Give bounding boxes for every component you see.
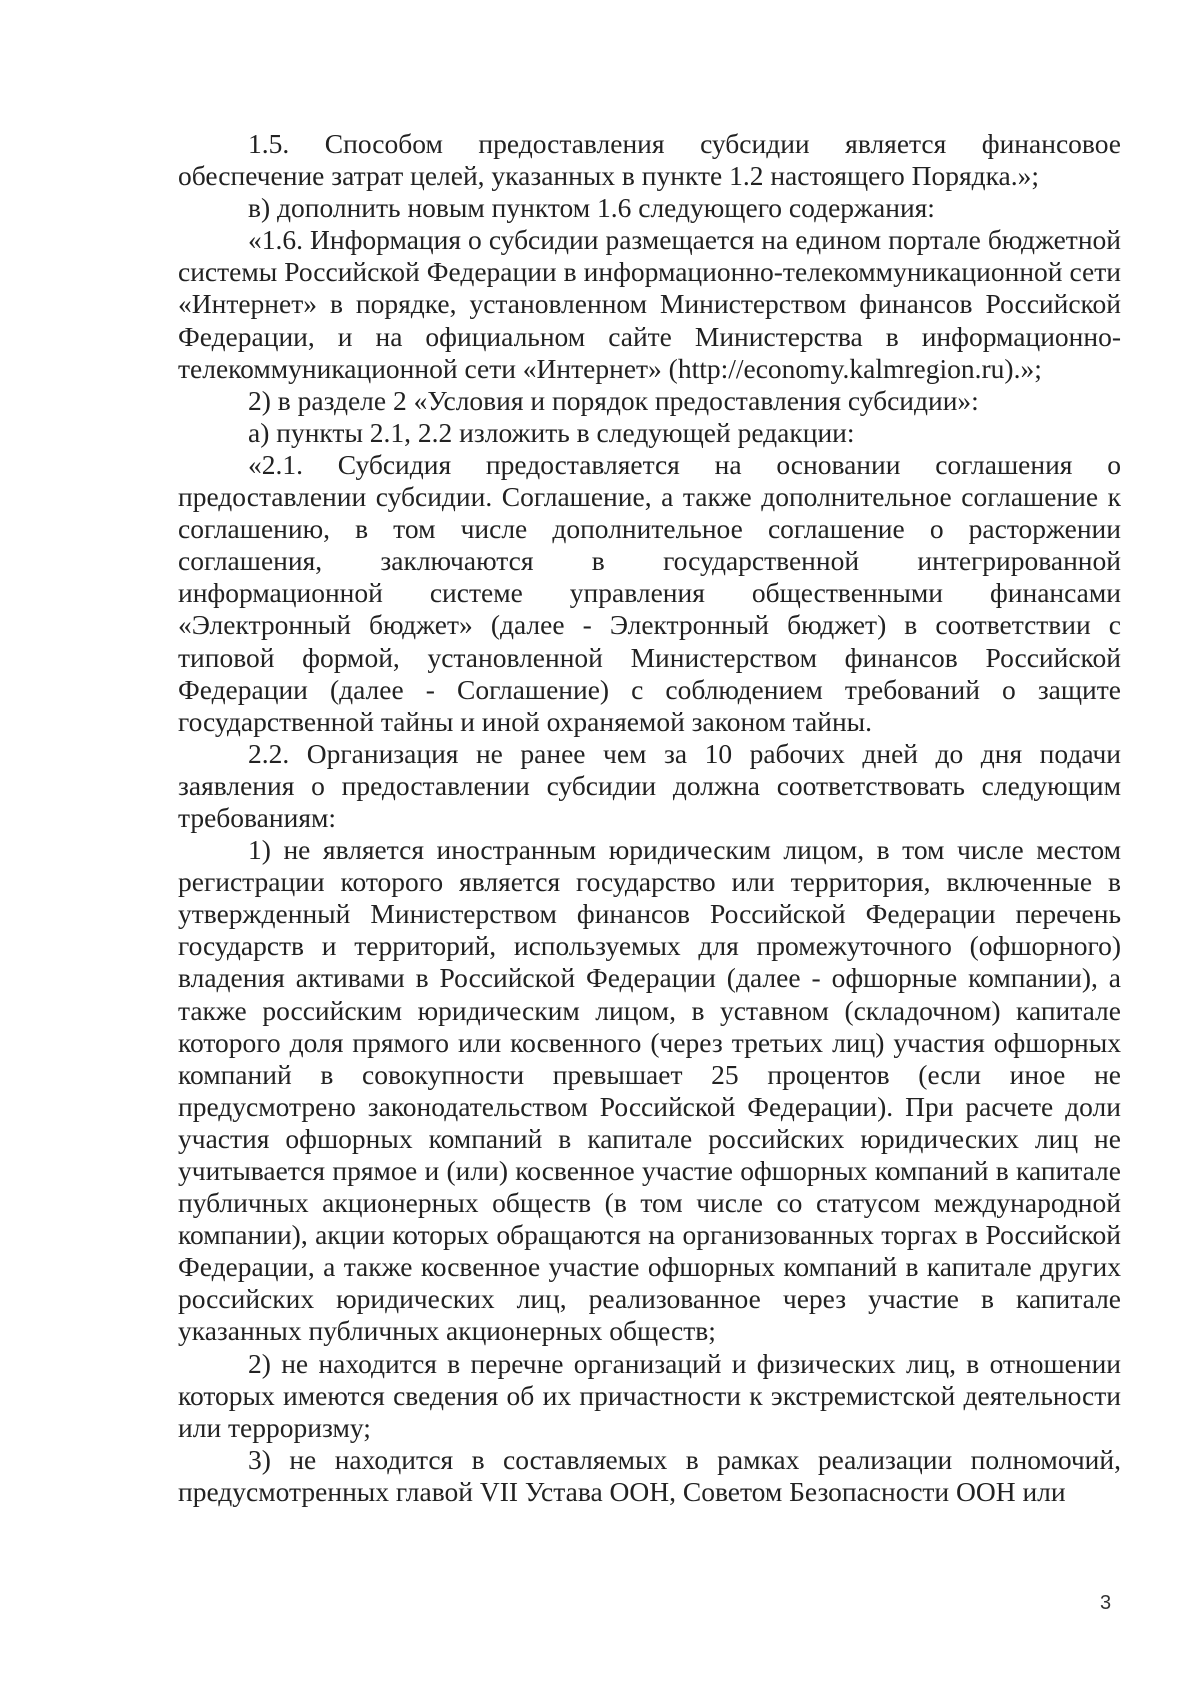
paragraph-1-5: 1.5. Способом предоставления субсидии является финансовое обеспечение затрат целей, указанных в пункте 1.2 настоящего Порядка.»; — [178, 128, 1121, 192]
paragraph-requirement-2: 2) не находится в перечне организаций и физических лиц, в отношении которых имеются сведения об их причастности к экстремистской деятельности или терроризму; — [178, 1347, 1121, 1443]
paragraph-amendment-a: а) пункты 2.1, 2.2 изложить в следующей редакции: — [248, 416, 855, 448]
paragraph-2-1: «2.1. Субсидия предоставляется на основании соглашения о предоставлении субсидии. Соглашение, а также дополнительное соглашение к соглашению, в том числе дополнительное соглашение о расторжении соглашения, заключаются в государственной интегрированной информационной системе управления общественными финансами «Электронный бюджет» (далее - Электронный бюджет) в соответствии с типовой формой, установленной Министерством финансов Российской Федерации (далее - Соглашение) с соблюдением требований о защите государственной тайны и иной охраняемой законом тайны. — [178, 448, 1121, 737]
page-number: 3 — [1100, 1592, 1112, 1614]
document-body — [178, 128, 1121, 1508]
paragraph-1-6: «1.6. Информация о субсидии размещается на едином портале бюджетной системы Российской Федерации в информационно-телекоммуникационной сети «Интернет» в порядке, установленном Министерством финансов Российской Федерации, и на официальном сайте Министерства в информационно-телекоммуникационной сети «Интернет» (http://economy.kalmregion.ru).»; — [178, 224, 1121, 384]
paragraph-requirement-1: 1) не является иностранным юридическим лицом, в том числе местом регистрации которого является государство или территория, включенные в утвержденный Министерством финансов Российской Федерации перечень государств и территорий, используемых для промежуточного (офшорного) владения активами в Российской Федерации (далее - офшорные компании), а также российским юридическим лицом, в уставном (складочном) капитале которого доля прямого или косвенного (через третьих лиц) участия офшорных компаний в совокупности превышает 25 процентов (если иное не предусмотрено законодательством Российской Федерации). При расчете доли участия офшорных компаний в капитале российских юридических лиц не учитывается прямое и (или) косвенное участие офшорных компаний в капитале публичных акционерных обществ (в том числе со статусом международной компании), акции которых обращаются на организованных торгах в Российской Федерации, а также косвенное участие офшорных компаний в капитале других российских юридических лиц, реализованное через участие в капитале указанных публичных акционерных обществ; — [178, 834, 1121, 1347]
paragraph-section-2: 2) в разделе 2 «Условия и порядок предоставления субсидии»: — [248, 384, 979, 416]
paragraph-amendment-v: в) дополнить новым пунктом 1.6 следующего содержания: — [248, 192, 935, 224]
paragraph-2-2: 2.2. Организация не ранее чем за 10 рабочих дней до дня подачи заявления о предоставлении субсидии должна соответствовать следующим требованиям: — [178, 737, 1121, 833]
paragraph-requirement-3: 3) не находится в составляемых в рамках реализации полномочий, предусмотренных главой VII Устава ООН, Советом Безопасности ООН или — [178, 1443, 1121, 1507]
